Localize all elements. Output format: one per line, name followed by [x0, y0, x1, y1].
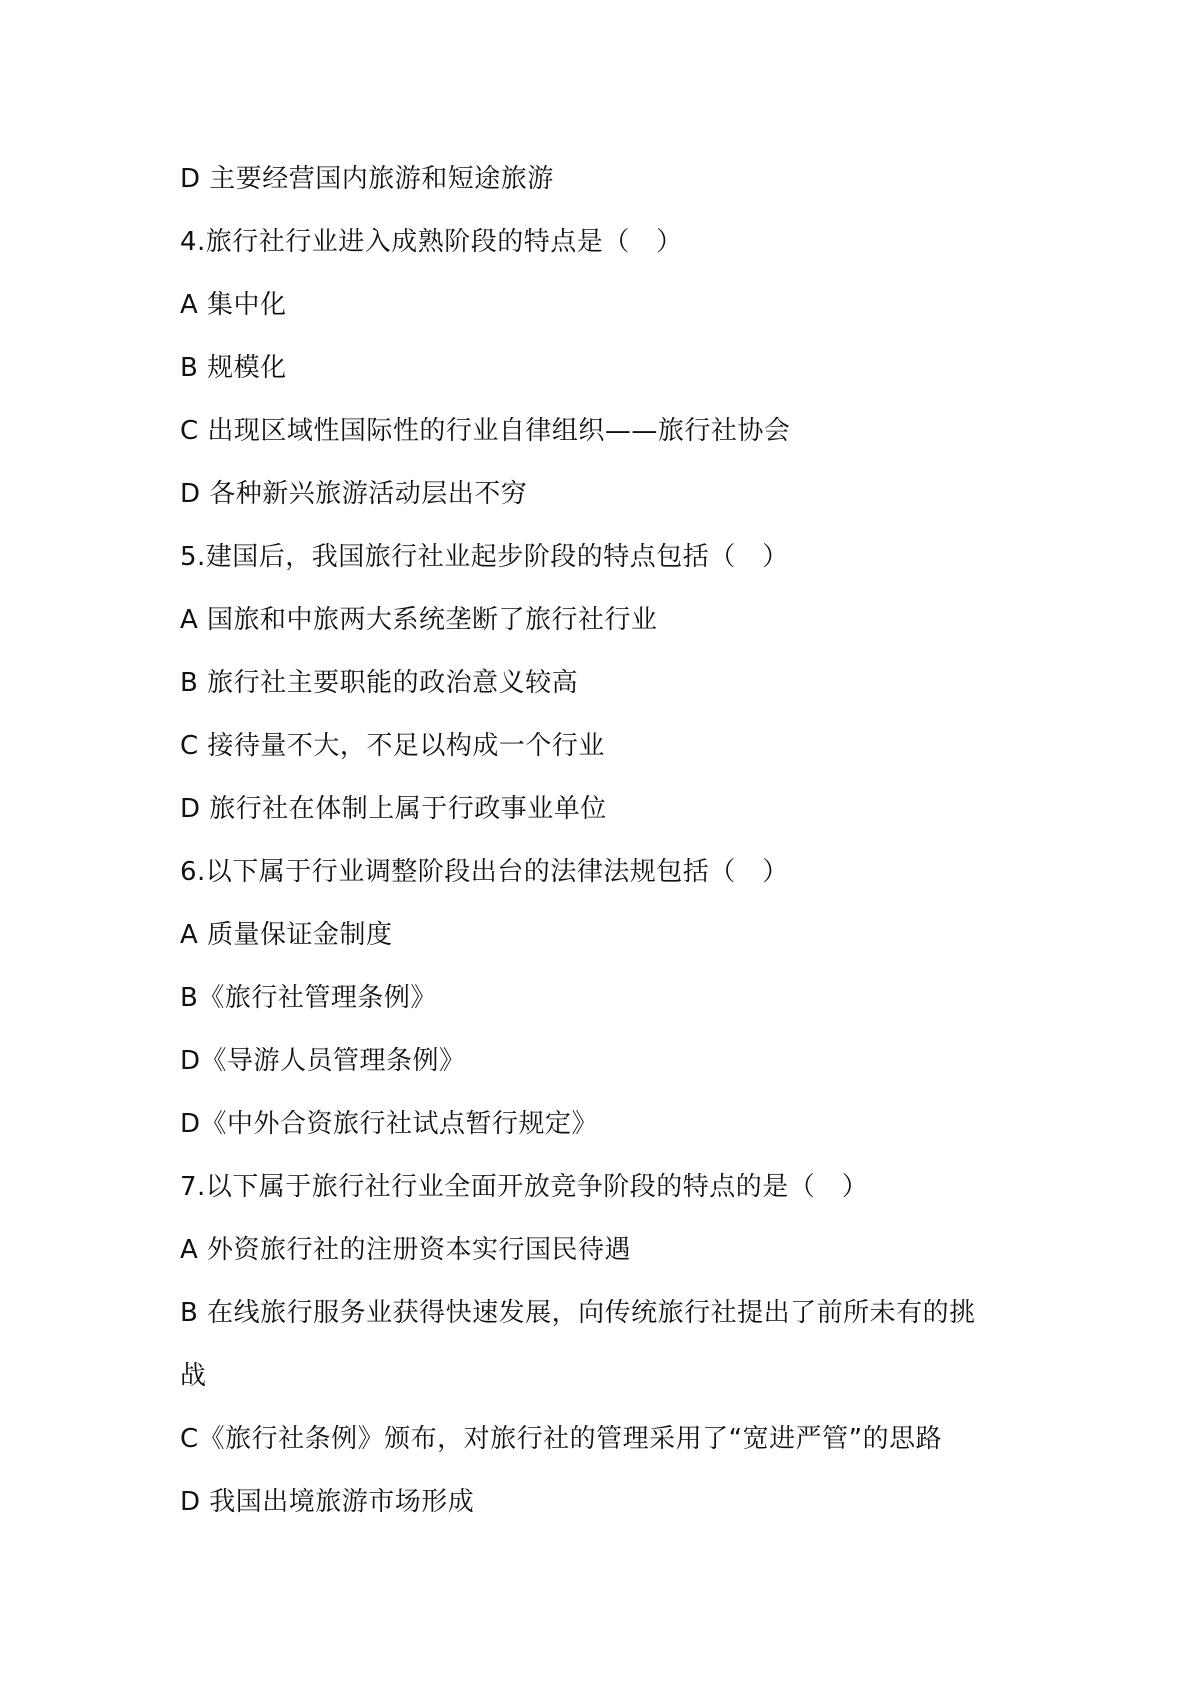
option-b-q7: B 在线旅行服务业获得快速发展，向传统旅行社提出了前所未有的挑 — [180, 1298, 976, 1328]
option-c-q5: C 接待量不大，不足以构成一个行业 — [180, 731, 605, 761]
option-a-q5: A 国旅和中旅两大系统垄断了旅行社行业 — [180, 605, 658, 635]
question-5: 5.建国后，我国旅行社业起步阶段的特点包括（ ） — [180, 542, 789, 572]
question-4: 4.旅行社行业进入成熟阶段的特点是（ ） — [180, 227, 683, 257]
option-d1-q6: D《导游人员管理条例》 — [180, 1046, 466, 1076]
option-d2-q6: D《中外合资旅行社试点暂行规定》 — [180, 1109, 599, 1139]
option-d-q4: D 各种新兴旅游活动层出不穷 — [180, 479, 528, 509]
option-d-q3: D 主要经营国内旅游和短途旅游 — [180, 164, 554, 194]
option-a-q7: A 外资旅行社的注册资本实行国民待遇 — [180, 1235, 632, 1265]
option-d-q7: D 我国出境旅游市场形成 — [180, 1487, 475, 1517]
option-a-q4: A 集中化 — [180, 290, 287, 320]
option-c-q7: C《旅行社条例》颁布，对旅行社的管理采用了“宽进严管”的思路 — [180, 1424, 943, 1454]
question-list — [180, 148, 1020, 1534]
question-6: 6.以下属于行业调整阶段出台的法律法规包括（ ） — [180, 857, 789, 887]
option-d-q5: D 旅行社在体制上属于行政事业单位 — [180, 794, 607, 824]
option-c-q4: C 出现区域性国际性的行业自律组织——旅行社协会 — [180, 416, 791, 446]
option-b-q5: B 旅行社主要职能的政治意义较高 — [180, 668, 579, 698]
option-b-q6: B《旅行社管理条例》 — [180, 983, 437, 1013]
option-b-q4: B 规模化 — [180, 353, 287, 383]
option-a-q6: A 质量保证金制度 — [180, 920, 393, 950]
question-7: 7.以下属于旅行社行业全面开放竞争阶段的特点的是（ ） — [180, 1172, 869, 1202]
option-b-q7-continued: 战 — [180, 1361, 207, 1391]
